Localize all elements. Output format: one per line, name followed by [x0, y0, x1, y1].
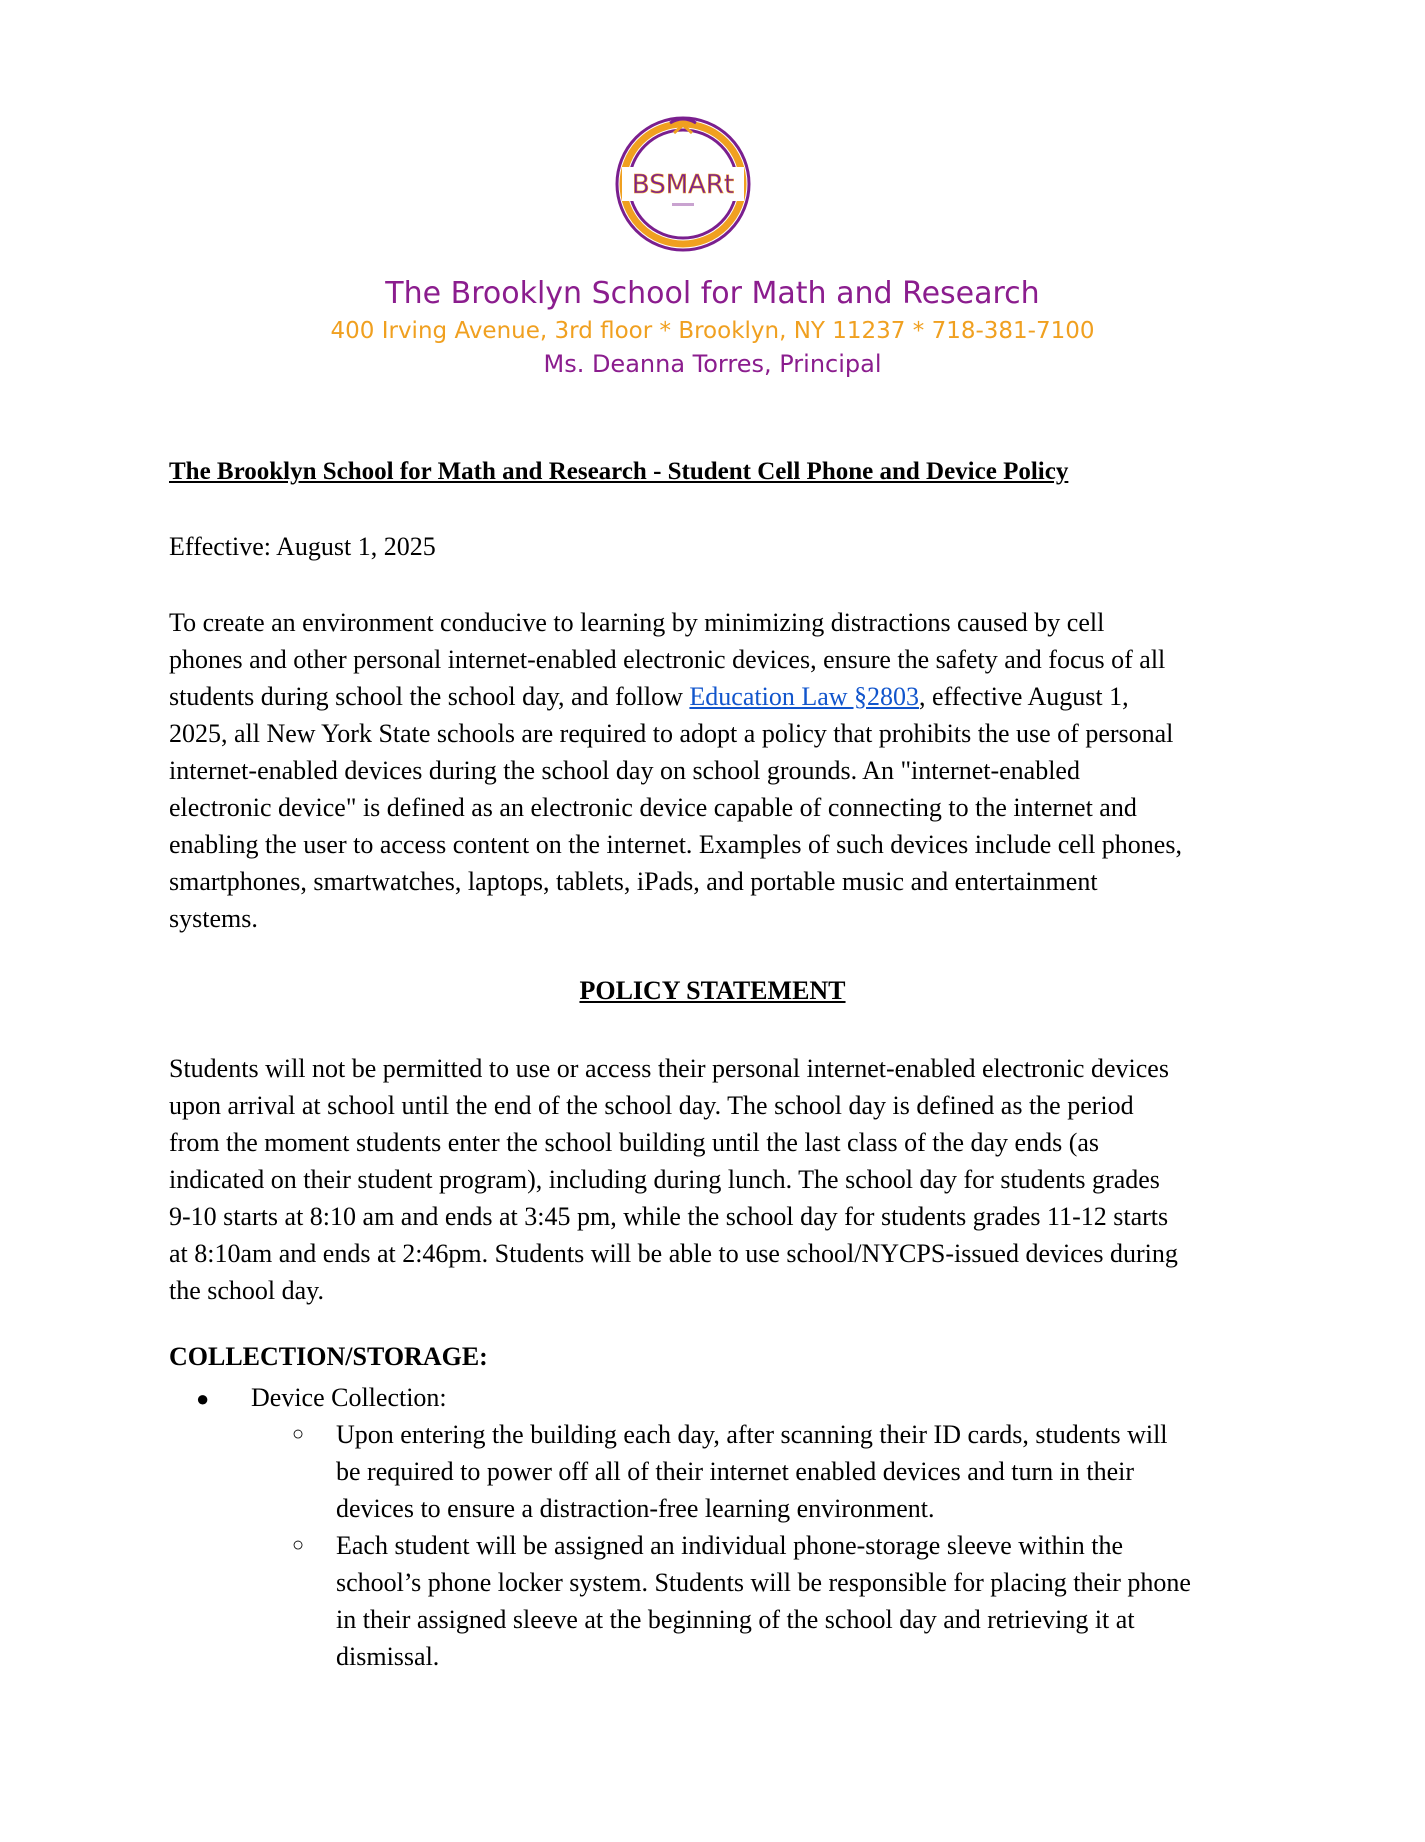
policy-line: 9-10 starts at 8:10 am and ends at 3:45 pm, while the school day for students grades 11-12 starts [169, 1202, 1169, 1231]
bsmart-logo-icon [612, 113, 754, 253]
policy-line: the school day. [169, 1276, 324, 1305]
intro-text: students during school the school day, and follow [169, 682, 690, 711]
school-address: 400 Irving Avenue, 3rd floor * Brooklyn, NY 11237 * 718-381-7100 [330, 318, 1095, 344]
policy-line: from the moment students enter the school building until the last class of the day ends (as [169, 1128, 1100, 1157]
intro-line: systems. [169, 904, 258, 933]
school-logo [612, 113, 754, 253]
bullet-icon: ● [196, 1386, 210, 1411]
intro-line: To create an environment conducive to learning by minimizing distractions caused by cell [169, 608, 1105, 637]
policy-statement-heading: POLICY STATEMENT [579, 976, 846, 1005]
sub-bullet-text [336, 1416, 1168, 1527]
bullet-label: Device Collection: [251, 1383, 447, 1412]
policy-line: Students will not be permitted to use or access their personal internet-enabled electronic devices [169, 1054, 1169, 1083]
collection-storage-heading: COLLECTION/STORAGE: [169, 1342, 488, 1371]
effective-date: Effective: August 1, 2025 [169, 532, 436, 561]
sub-bullet-line: school’s phone locker system. Students will be responsible for placing their phone [336, 1568, 1191, 1597]
principal-line: Ms. Deanna Torres, Principal [543, 350, 882, 378]
intro-line: 2025, all New York State schools are required to adopt a policy that prohibits the use of personal [169, 719, 1174, 748]
school-name: The Brooklyn School for Math and Research [385, 276, 1040, 311]
sub-bullet-line: devices to ensure a distraction-free learning environment. [336, 1494, 935, 1523]
sub-bullet-line: Upon entering the building each day, after scanning their ID cards, students will [336, 1420, 1168, 1449]
circle-bullet-icon: ○ [292, 1534, 305, 1556]
intro-line: smartphones, smartwatches, laptops, tablets, iPads, and portable music and entertainment [169, 867, 1098, 896]
sub-bullet-line: dismissal. [336, 1642, 440, 1671]
education-law-link[interactable]: Education Law §2803 [689, 682, 920, 711]
intro-line: internet-enabled devices during the school day on school grounds. An "internet-enabled [169, 756, 1080, 785]
policy-line: at 8:10am and ends at 2:46pm. Students will be able to use school/NYCPS-issued devices during [169, 1239, 1178, 1268]
intro-line: enabling the user to access content on the internet. Examples of such devices include cell phones, [169, 830, 1182, 859]
document-title: The Brooklyn School for Math and Research - Student Cell Phone and Device Policy [169, 458, 1069, 485]
sub-bullet-line: Each student will be assigned an individual phone-storage sleeve within the [336, 1531, 1124, 1560]
sub-bullet-text [336, 1527, 1191, 1675]
sub-bullet-line: be required to power off all of their internet enabled devices and turn in their [336, 1457, 1135, 1486]
intro-text: , effective August 1, [919, 682, 1129, 711]
circle-bullet-icon: ○ [292, 1423, 305, 1445]
policy-paragraph [169, 1050, 1269, 1309]
policy-line: indicated on their student program), including during lunch. The school day for students grades [169, 1165, 1160, 1194]
device-collection-bullet [196, 1379, 447, 1417]
intro-line: electronic device" is defined as an electronic device capable of connecting to the internet and [169, 793, 1137, 822]
intro-line [169, 678, 1269, 715]
logo-wordmark: BSMARt [631, 170, 735, 200]
sub-bullet-line: in their assigned sleeve at the beginning of the school day and retrieving it at [336, 1605, 1135, 1634]
policy-line: upon arrival at school until the end of the school day. The school day is defined as the period [169, 1091, 1134, 1120]
intro-paragraph [169, 604, 1269, 937]
intro-line: phones and other personal internet-enabled electronic devices, ensure the safety and focus of all [169, 645, 1166, 674]
